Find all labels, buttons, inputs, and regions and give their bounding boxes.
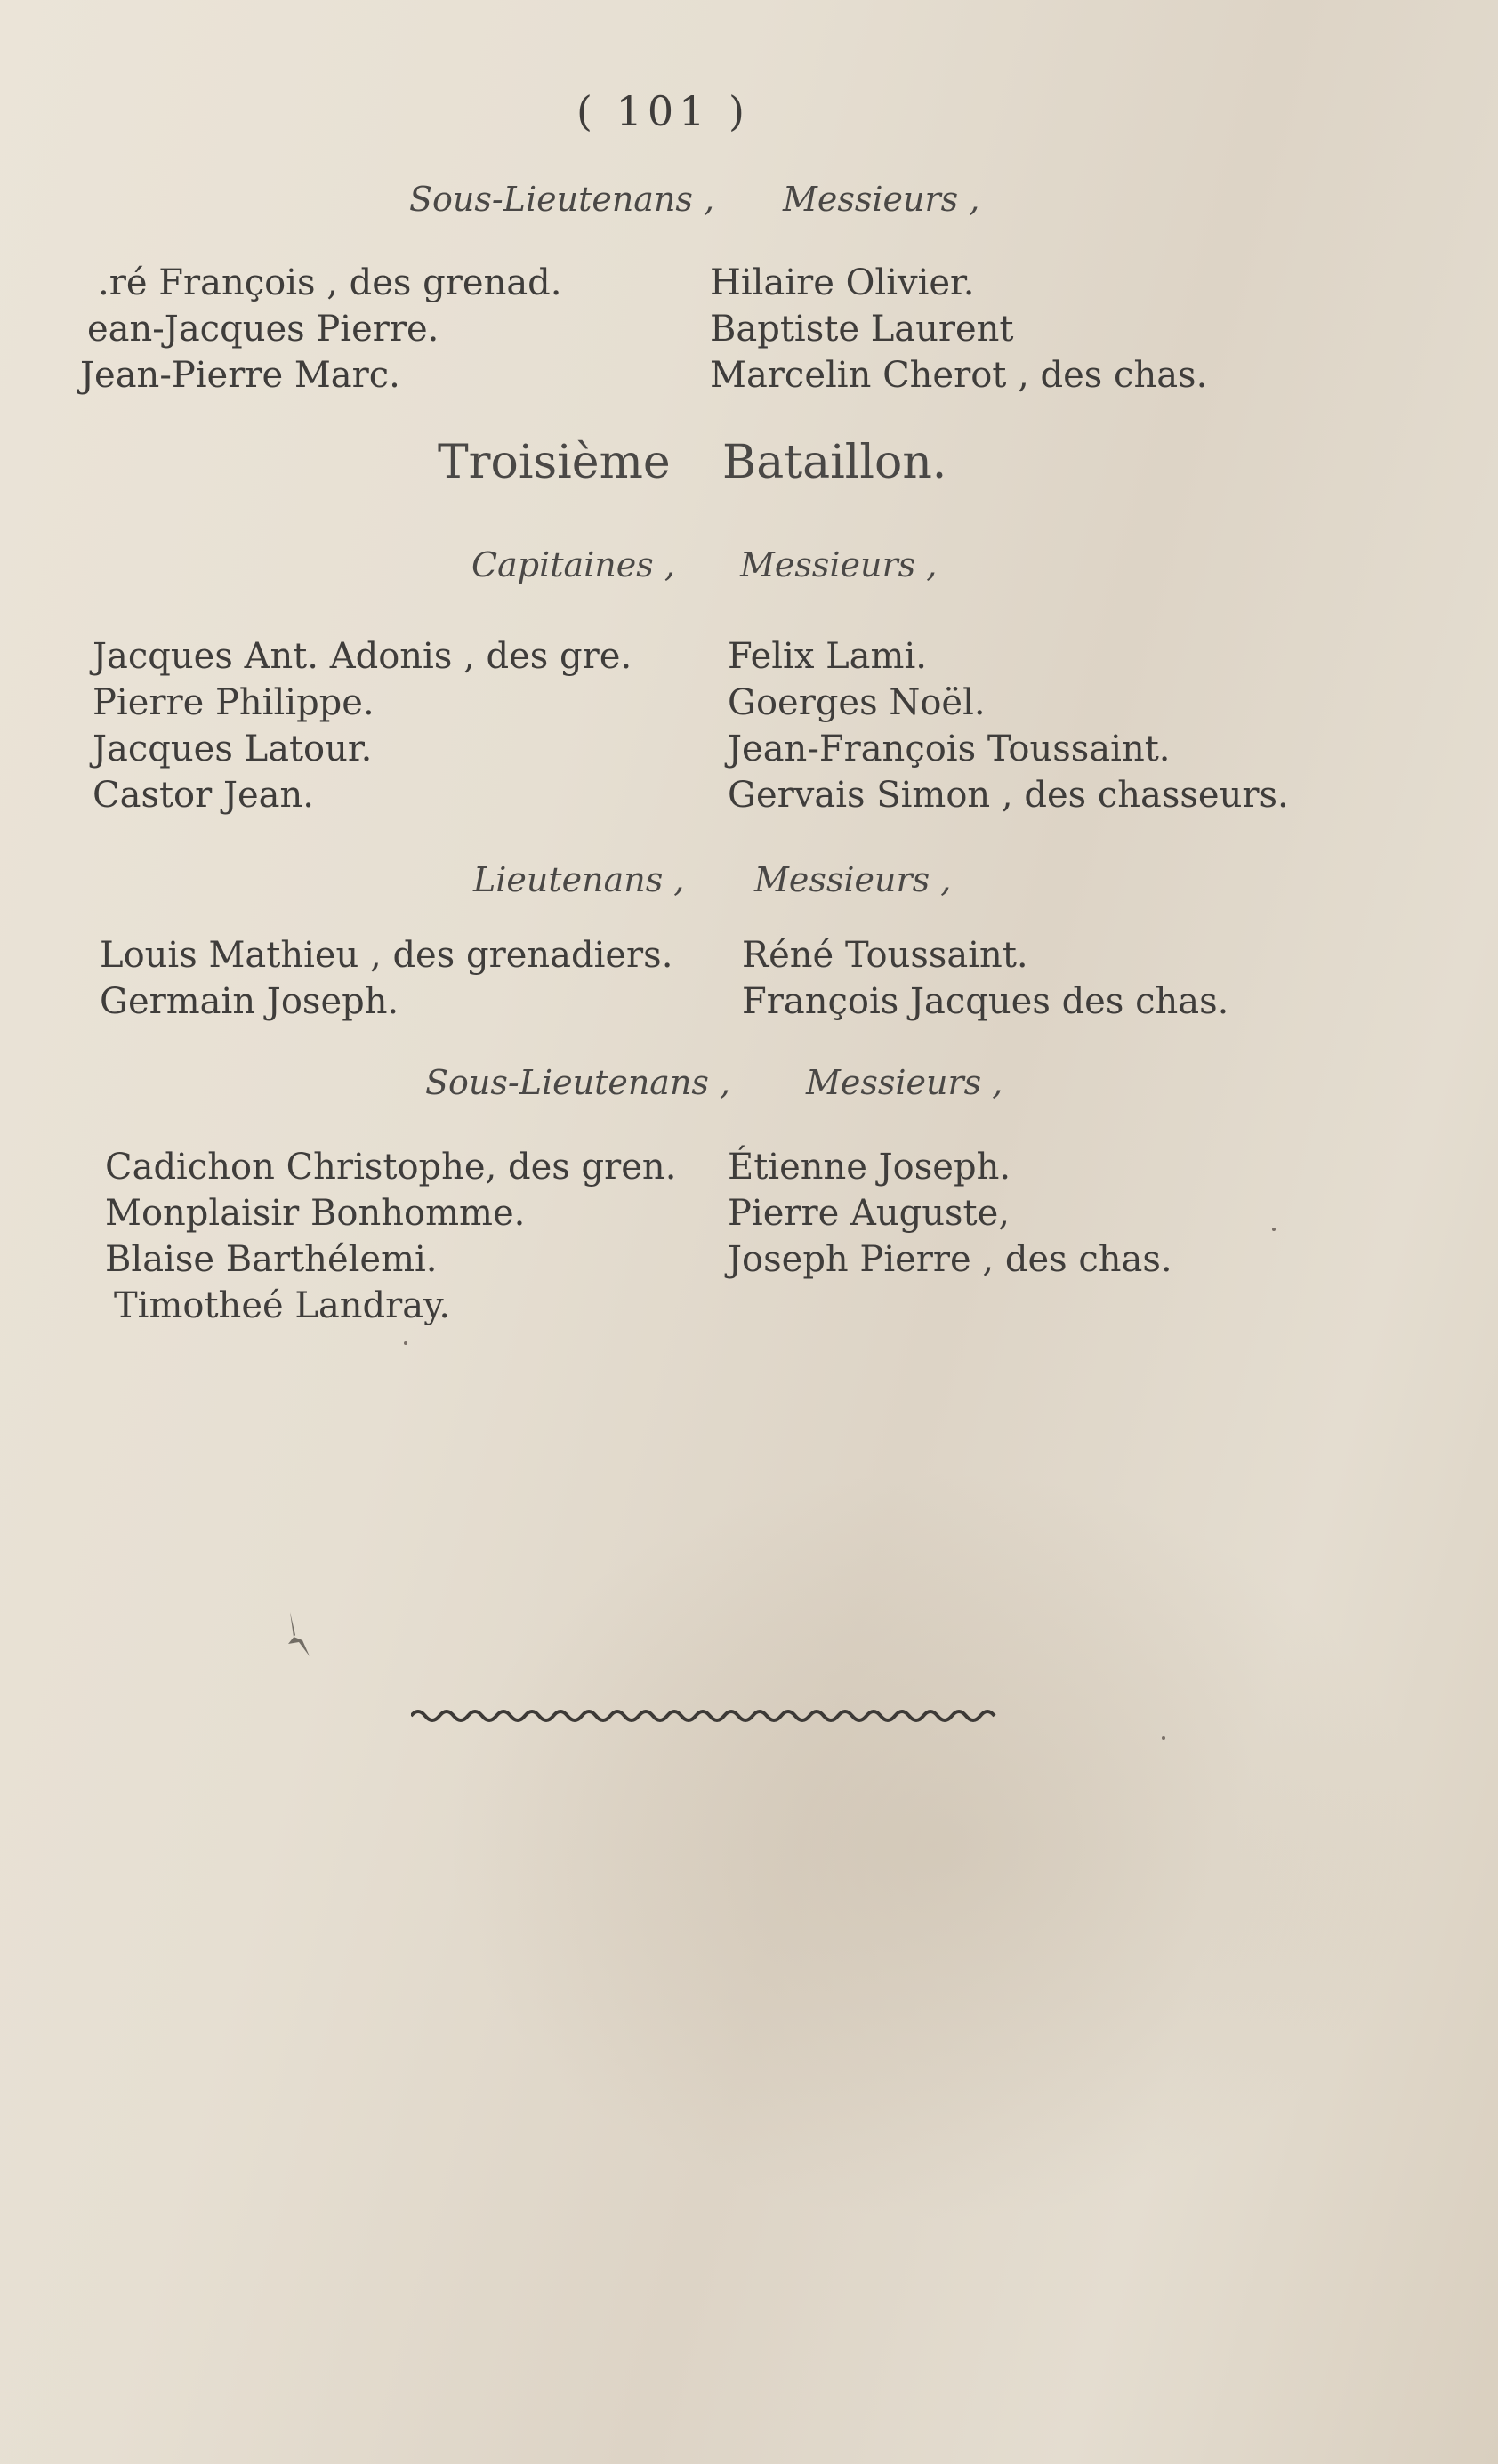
list-item: Baptiste Laurent: [710, 309, 1014, 350]
list-item: François Jacques des chas.: [742, 981, 1229, 1022]
list-item: ean-Jacques Pierre.: [87, 309, 439, 350]
list-item: Germain Joseph.: [100, 981, 399, 1022]
list-item: Goerges Noël.: [728, 682, 986, 723]
list-item: Marcelin Cherot , des chas.: [710, 355, 1208, 396]
list-item: Monplaisir Bonhomme.: [105, 1193, 526, 1234]
list-item: Pierre Auguste,: [728, 1193, 1011, 1234]
paper-stain: [445, 1468, 1423, 2224]
list-item: Louis Mathieu , des grenadiers.: [100, 935, 673, 976]
list-item: Étienne Joseph.: [728, 1147, 1011, 1188]
list-item: Felix Lami.: [728, 636, 927, 677]
battalion-title-right: Bataillon.: [722, 436, 947, 489]
list-item: Gervais Simon , des chasseurs.: [728, 775, 1289, 816]
speck: [1272, 1228, 1276, 1231]
list-item: Jean-François Toussaint.: [728, 729, 1171, 769]
speck: [404, 1341, 407, 1345]
battalion-title-left: Troisième: [438, 436, 671, 489]
list-item: Hilaire Olivier.: [710, 262, 975, 303]
decorative-rule-icon: [411, 1706, 1007, 1726]
list-item: Cadichon Christophe, des gren.: [105, 1147, 677, 1188]
list-item: Joseph Pierre , des chas.: [728, 1239, 1172, 1280]
heading-messieurs-4: Messieurs ,: [806, 1063, 1003, 1102]
list-item: Castor Jean.: [93, 775, 315, 816]
heading-capitaines: Capitaines ,: [471, 545, 675, 584]
speck: [1162, 1736, 1165, 1740]
heading-sous-lieutenans-1: Sous-Lieutenans ,: [409, 180, 715, 219]
list-item: Jean-Pierre Marc.: [80, 355, 400, 396]
list-item: Jacques Ant. Adonis , des gre.: [93, 636, 632, 677]
heading-lieutenans: Lieutenans ,: [473, 860, 685, 899]
list-item: .ré François , des grenad.: [98, 262, 562, 303]
list-item: Timotheé Landray.: [114, 1285, 451, 1326]
heading-sous-lieutenans-2: Sous-Lieutenans ,: [425, 1063, 731, 1102]
page-number: ( 101 ): [576, 87, 750, 135]
list-item: Pierre Philippe.: [93, 682, 374, 723]
ink-mark-icon: [283, 1608, 313, 1662]
heading-messieurs-1: Messieurs ,: [783, 180, 980, 219]
heading-messieurs-3: Messieurs ,: [754, 860, 952, 899]
list-item: Jacques Latour.: [93, 729, 373, 769]
heading-messieurs-2: Messieurs ,: [740, 545, 938, 584]
list-item: Réné Toussaint.: [742, 935, 1028, 976]
list-item: Blaise Barthélemi.: [105, 1239, 438, 1280]
